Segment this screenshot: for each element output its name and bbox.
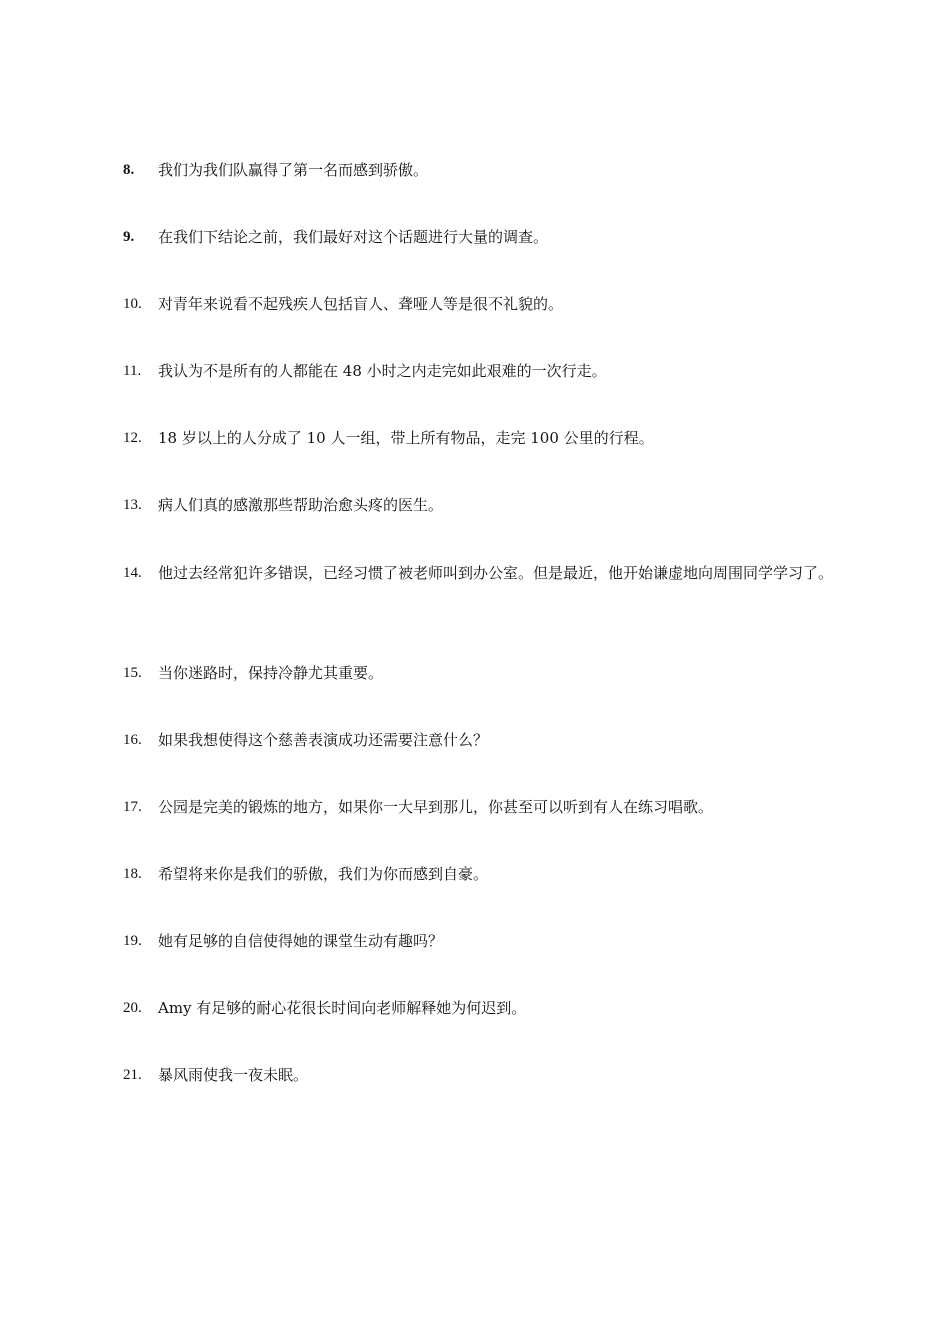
item-number: 10. <box>123 296 142 312</box>
item-text: 对青年来说看不起残疾人包括盲人、聋哑人等是很不礼貌的。 <box>158 295 564 313</box>
item-number: 21. <box>123 1067 142 1083</box>
item-number: 17. <box>123 799 142 815</box>
item-number: 16. <box>123 732 142 748</box>
list-item <box>123 220 873 254</box>
item-text: 她有足够的自信使得她的课堂生动有趣吗？ <box>158 932 444 950</box>
list-item <box>123 1058 873 1092</box>
list-item <box>123 857 873 891</box>
list-item <box>123 556 873 590</box>
item-text: 希望将来你是我们的骄傲，我们为你而感到自豪。 <box>158 865 489 883</box>
list-item <box>123 354 873 388</box>
list-item <box>123 991 873 1025</box>
item-number: 20. <box>123 1000 142 1016</box>
item-text: 当你迷路时，保持冷静尤其重要。 <box>158 664 384 682</box>
list-item <box>123 153 873 187</box>
item-text: 我认为不是所有的人都能在 48 小时之内走完如此艰难的一次行走。 <box>158 362 607 380</box>
item-text: Amy 有足够的耐心花很长时间向老师解释她为何迟到。 <box>158 999 527 1017</box>
item-text: 我们为我们队赢得了第一名而感到骄傲。 <box>158 161 429 179</box>
item-text: 公园是完美的锻炼的地方，如果你一大早到那儿，你甚至可以听到有人在练习唱歌。 <box>158 798 714 816</box>
item-text: 18 岁以上的人分成了 10 人一组，带上所有物品，走完 100 公里的行程。 <box>158 429 654 447</box>
item-text: 他过去经常犯许多错误，已经习惯了被老师叫到办公室。但是最近，他开始谦虚地向周围同学学习了。 <box>158 564 834 582</box>
list-item <box>123 790 873 824</box>
list-item <box>123 924 873 958</box>
item-text: 在我们下结论之前，我们最好对这个话题进行大量的调查。 <box>158 228 549 246</box>
item-text: 病人们真的感激那些帮助治愈头疼的医生。 <box>158 496 444 514</box>
item-number: 14. <box>123 565 142 581</box>
list-item <box>123 488 873 522</box>
item-number: 9. <box>123 229 135 245</box>
list-item <box>123 656 873 690</box>
item-text: 如果我想使得这个慈善表演成功还需要注意什么？ <box>158 731 489 749</box>
item-text: 暴风雨使我一夜未眠。 <box>158 1066 309 1084</box>
item-number: 19. <box>123 933 142 949</box>
item-number: 15. <box>123 665 142 681</box>
list-item <box>123 421 873 455</box>
item-number: 13. <box>123 497 142 513</box>
item-number: 18. <box>123 866 142 882</box>
list-item <box>123 723 873 757</box>
item-number: 12. <box>123 430 142 446</box>
list-item <box>123 287 873 321</box>
item-number: 8. <box>123 162 135 178</box>
item-number: 11. <box>123 363 142 379</box>
